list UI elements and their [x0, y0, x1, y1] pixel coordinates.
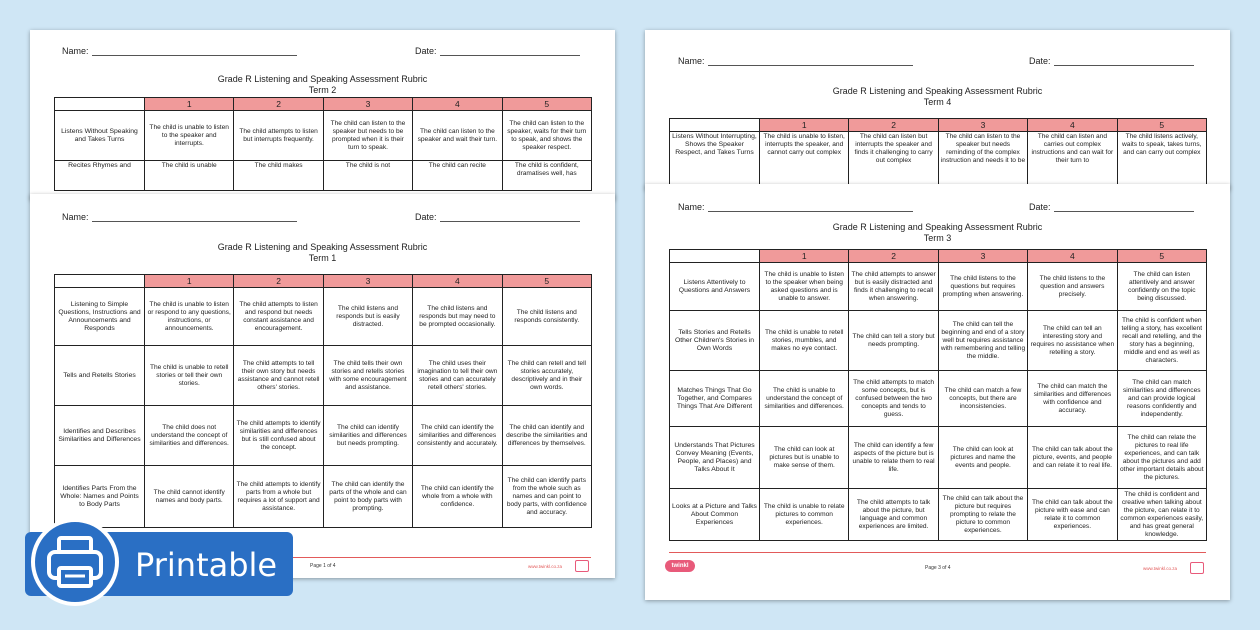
criterion-cell: Identifies Parts From the Whole: Names and Points to Body Parts — [55, 466, 145, 528]
score-header: 1 — [760, 250, 849, 263]
rubric-cell: The child can listen but interrupts the speaker and finds it challenging to carry out complex — [849, 132, 938, 188]
criterion-cell: Recites Rhymes and — [55, 161, 145, 191]
date-field — [415, 46, 580, 56]
twinkl-logo: twinkl — [665, 560, 695, 572]
rubric-cell: The child can retell and tell stories accurately, descriptively and in their own words. — [502, 346, 591, 406]
rubric-cell: The child attempts to identify similarities and differences but is still confused about the concept. — [234, 406, 323, 466]
score-header: 4 — [1028, 119, 1117, 132]
score-header: 5 — [1117, 119, 1206, 132]
rubric-cell: The child can match similarities and differences and can provide logical reasons confidently and independently. — [1117, 371, 1206, 427]
table-row — [55, 288, 592, 346]
rubric-sheet-term2 — [30, 30, 615, 200]
table-row — [670, 427, 1207, 489]
rubric-cell: The child can look at pictures and name the events and people. — [938, 427, 1027, 489]
term-label: Term 1 — [308, 253, 337, 263]
printable-label: Printable — [135, 546, 278, 584]
rubric-table — [54, 274, 592, 528]
website-label: www.twinkl.co.za — [528, 564, 563, 569]
rubric-title — [645, 222, 1230, 244]
score-header: 2 — [234, 98, 323, 111]
rubric-cell: The child uses their imagination to tell their own stories and can accurately retell others' stories. — [413, 346, 502, 406]
date-label: Date: — [1029, 202, 1051, 212]
criterion-cell: Identifies and Describes Similarities and Differences — [55, 406, 145, 466]
corner-cell — [55, 98, 145, 111]
page-number: Page 3 of 4 — [925, 565, 951, 571]
rubric-sheet-term3 — [645, 184, 1230, 600]
rubric-cell: The child can identify and describe the similarities and differences by themselves. — [502, 406, 591, 466]
rubric-cell: The child can tell a story but needs prompting. — [849, 311, 938, 371]
corner-cell — [670, 250, 760, 263]
rubric-cell: The child listens and responds consistently. — [502, 288, 591, 346]
rubric-cell: The child listens to the questions but requires prompting when answering. — [938, 263, 1027, 311]
rubric-cell: The child is unable to listen to the speaker and interrupts. — [145, 111, 234, 161]
rubric-cell: The child attempts to match some concepts, but is confused between the two concepts and tends to guess. — [849, 371, 938, 427]
header-row — [670, 250, 1207, 263]
rubric-cell: The child listens to the question and answers precisely. — [1028, 263, 1117, 311]
score-header: 5 — [502, 275, 591, 288]
rubric-title — [645, 86, 1230, 108]
score-header: 2 — [234, 275, 323, 288]
rubric-cell: The child can identify a few aspects of the picture but is unable to relate them to real life. — [849, 427, 938, 489]
score-header: 3 — [323, 275, 412, 288]
rubric-cell: The child is confident and creative when talking about the picture, can relate it to common experiences easily, and has great general knowledge. — [1117, 489, 1206, 541]
score-header: 4 — [413, 275, 502, 288]
score-header: 1 — [760, 119, 849, 132]
table-row — [55, 111, 592, 161]
title-text: Grade R Listening and Speaking Assessment Rubric — [217, 74, 428, 84]
table-row — [670, 371, 1207, 427]
rubric-sheet-term1 — [30, 194, 615, 578]
header-row — [55, 98, 592, 111]
rubric-cell: The child is confident when telling a story, has excellent recall and retelling, and the story has a beginning, middle and end as well as characters. — [1117, 311, 1206, 371]
rubric-cell: The child listens actively, waits to speak, takes turns, and can carry out complex — [1117, 132, 1206, 188]
score-header: 1 — [145, 98, 234, 111]
score-header: 2 — [849, 250, 938, 263]
rubric-cell: The child is unable to listen, interrupts the speaker, and cannot carry out complex — [760, 132, 849, 188]
rubric-cell: The child can listen to the speaker but needs reminding of the complex instruction and needs it to be — [938, 132, 1027, 188]
rubric-cell: The child attempts to tell their own story but needs assistance and cannot retell others' stories. — [234, 346, 323, 406]
rubric-cell: The child is unable to retell stories or tell their own stories. — [145, 346, 234, 406]
rubric-cell: The child can match a few concepts, but there are inconsistencies. — [938, 371, 1027, 427]
title-text: Grade R Listening and Speaking Assessment Rubric — [832, 86, 1043, 96]
rubric-cell: The child listens and responds but is easily distracted. — [323, 288, 412, 346]
corner-cell — [670, 119, 760, 132]
score-header: 3 — [938, 250, 1027, 263]
rubric-cell: The child can listen to the speaker, waits for their turn to speak, and shows the speaker respect. — [502, 111, 591, 161]
rubric-cell: The child attempts to listen but interrupts frequently. — [234, 111, 323, 161]
criterion-cell: Listens Without Interrupting, Shows the Speaker Respect, and Takes Turns — [670, 132, 760, 188]
table-row — [55, 406, 592, 466]
name-label: Name: — [678, 56, 705, 66]
mini-logo-icon — [1190, 562, 1204, 574]
header-row — [55, 275, 592, 288]
rubric-cell: The child is not — [323, 161, 412, 191]
rubric-cell: The child can identify similarities and differences but needs prompting. — [323, 406, 412, 466]
table-row — [670, 311, 1207, 371]
rubric-cell: The child attempts to talk about the picture, but language and common experiences are limited. — [849, 489, 938, 541]
printer-icon-circle — [31, 518, 119, 606]
rubric-cell: The child is unable to understand the concept of similarities and differences. — [760, 371, 849, 427]
name-label: Name: — [62, 212, 89, 222]
rubric-cell: The child can tell the beginning and end of a story well but requires assistance with remembering and telling the middle. — [938, 311, 1027, 371]
rubric-cell: The child is unable to retell stories, mumbles, and makes no eye contact. — [760, 311, 849, 371]
criterion-cell: Listens Attentively to Questions and Answers — [670, 263, 760, 311]
criterion-cell: Matches Things That Go Together, and Compares Things That Are Different — [670, 371, 760, 427]
rubric-cell: The child does not understand the concept of similarities and differences. — [145, 406, 234, 466]
rubric-cell: The child is unable to relate pictures to common experiences. — [760, 489, 849, 541]
rubric-cell: The child can relate the pictures to real life experiences, and can talk about the pictures and add other important details about the pictures. — [1117, 427, 1206, 489]
corner-cell — [55, 275, 145, 288]
criterion-cell: Listening to Simple Questions, Instructions and Announcements and Responds — [55, 288, 145, 346]
score-header: 5 — [1117, 250, 1206, 263]
rubric-cell: The child can identify the parts of the whole and can point to body parts with prompting. — [323, 466, 412, 528]
rubric-cell: The child can identify the whole from a whole with confidence. — [413, 466, 502, 528]
rubric-table — [669, 249, 1207, 541]
name-field — [678, 56, 913, 66]
website-label: www.twinkl.co.za — [1143, 566, 1178, 571]
rubric-cell: The child cannot identify names and body parts. — [145, 466, 234, 528]
rubric-cell: The child tells their own stories and retells stories with some encouragement and assistance. — [323, 346, 412, 406]
score-header: 3 — [938, 119, 1027, 132]
rubric-cell: The child can match the similarities and differences with confidence and accuracy. — [1028, 371, 1117, 427]
table-row — [670, 132, 1207, 188]
table-row — [55, 346, 592, 406]
criterion-cell: Listens Without Speaking and Takes Turns — [55, 111, 145, 161]
rubric-cell: The child can talk about the picture, events, and people and can relate it to real life. — [1028, 427, 1117, 489]
name-label: Name: — [62, 46, 89, 56]
rubric-cell: The child makes — [234, 161, 323, 191]
header-row — [670, 119, 1207, 132]
score-header: 4 — [413, 98, 502, 111]
page-number: Page 1 of 4 — [310, 563, 336, 569]
rubric-cell: The child can listen to the speaker and wait their turn. — [413, 111, 502, 161]
mini-logo-icon — [575, 560, 589, 572]
rubric-cell: The child is confident, dramatises well, has — [502, 161, 591, 191]
rubric-cell: The child can identify the similarities and differences consistently and accurately. — [413, 406, 502, 466]
criterion-cell: Tells and Retells Stories — [55, 346, 145, 406]
date-label: Date: — [415, 46, 437, 56]
term-label: Term 3 — [923, 233, 952, 243]
criterion-cell: Understands That Pictures Convey Meaning (Events, People, and Places) and Talks About It — [670, 427, 760, 489]
table-row — [670, 263, 1207, 311]
title-text: Grade R Listening and Speaking Assessment Rubric — [217, 242, 428, 252]
rubric-cell: The child attempts to answer but is easily distracted and finds it challenging to recall when answering. — [849, 263, 938, 311]
rubric-title — [30, 74, 615, 96]
rubric-cell: The child is unable to listen to the speaker when being asked questions and is unable to answer. — [760, 263, 849, 311]
term-label: Term 4 — [923, 97, 952, 107]
printer-icon — [35, 522, 115, 602]
rubric-cell: The child attempts to identify parts from a whole but requires a lot of support and assistance. — [234, 466, 323, 528]
score-header: 5 — [502, 98, 591, 111]
title-text: Grade R Listening and Speaking Assessment Rubric — [832, 222, 1043, 232]
rubric-cell: The child can tell an interesting story and requires no assistance when retelling a story. — [1028, 311, 1117, 371]
rubric-cell: The child can look at pictures but is unable to make sense of them. — [760, 427, 849, 489]
rubric-title — [30, 242, 615, 264]
rubric-cell: The child can listen attentively and answer confidently on the topic being discussed. — [1117, 263, 1206, 311]
score-header: 1 — [145, 275, 234, 288]
name-label: Name: — [678, 202, 705, 212]
table-row — [670, 489, 1207, 541]
name-field — [62, 212, 297, 222]
date-label: Date: — [415, 212, 437, 222]
rubric-table — [669, 118, 1207, 188]
rubric-cell: The child can listen and carries out complex instructions and can wait for their turn to — [1028, 132, 1117, 188]
rubric-cell: The child is unable — [145, 161, 234, 191]
name-field — [678, 202, 913, 212]
rubric-cell: The child can talk about the picture with ease and can relate it to common experiences. — [1028, 489, 1117, 541]
score-header: 4 — [1028, 250, 1117, 263]
footer-line — [669, 552, 1206, 553]
rubric-cell: The child can listen to the speaker but needs to be prompted when it is their turn to speak. — [323, 111, 412, 161]
date-field — [1029, 56, 1194, 66]
rubric-cell: The child can recite — [413, 161, 502, 191]
rubric-cell: The child can talk about the picture but requires prompting to relate the picture to common experiences. — [938, 489, 1027, 541]
rubric-table — [54, 97, 592, 191]
score-header: 3 — [323, 98, 412, 111]
date-field — [415, 212, 580, 222]
date-label: Date: — [1029, 56, 1051, 66]
rubric-cell: The child can identify parts from the whole such as names and can point to body parts, with confidence and accuracy. — [502, 466, 591, 528]
rubric-cell: The child is unable to listen or respond to any questions, instructions, or announcements. — [145, 288, 234, 346]
date-field — [1029, 202, 1194, 212]
term-label: Term 2 — [308, 85, 337, 95]
score-header: 2 — [849, 119, 938, 132]
name-field — [62, 46, 297, 56]
table-row — [55, 466, 592, 528]
rubric-cell: The child attempts to listen and respond but needs constant assistance and encouragement. — [234, 288, 323, 346]
criterion-cell: Looks at a Picture and Talks About Common Experiences — [670, 489, 760, 541]
criterion-cell: Tells Stories and Retells Other Children's Stories in Own Words — [670, 311, 760, 371]
printable-badge — [25, 532, 293, 596]
rubric-sheet-term4 — [645, 30, 1230, 190]
table-row — [55, 161, 592, 191]
rubric-cell: The child listens and responds but may need to be prompted occasionally. — [413, 288, 502, 346]
